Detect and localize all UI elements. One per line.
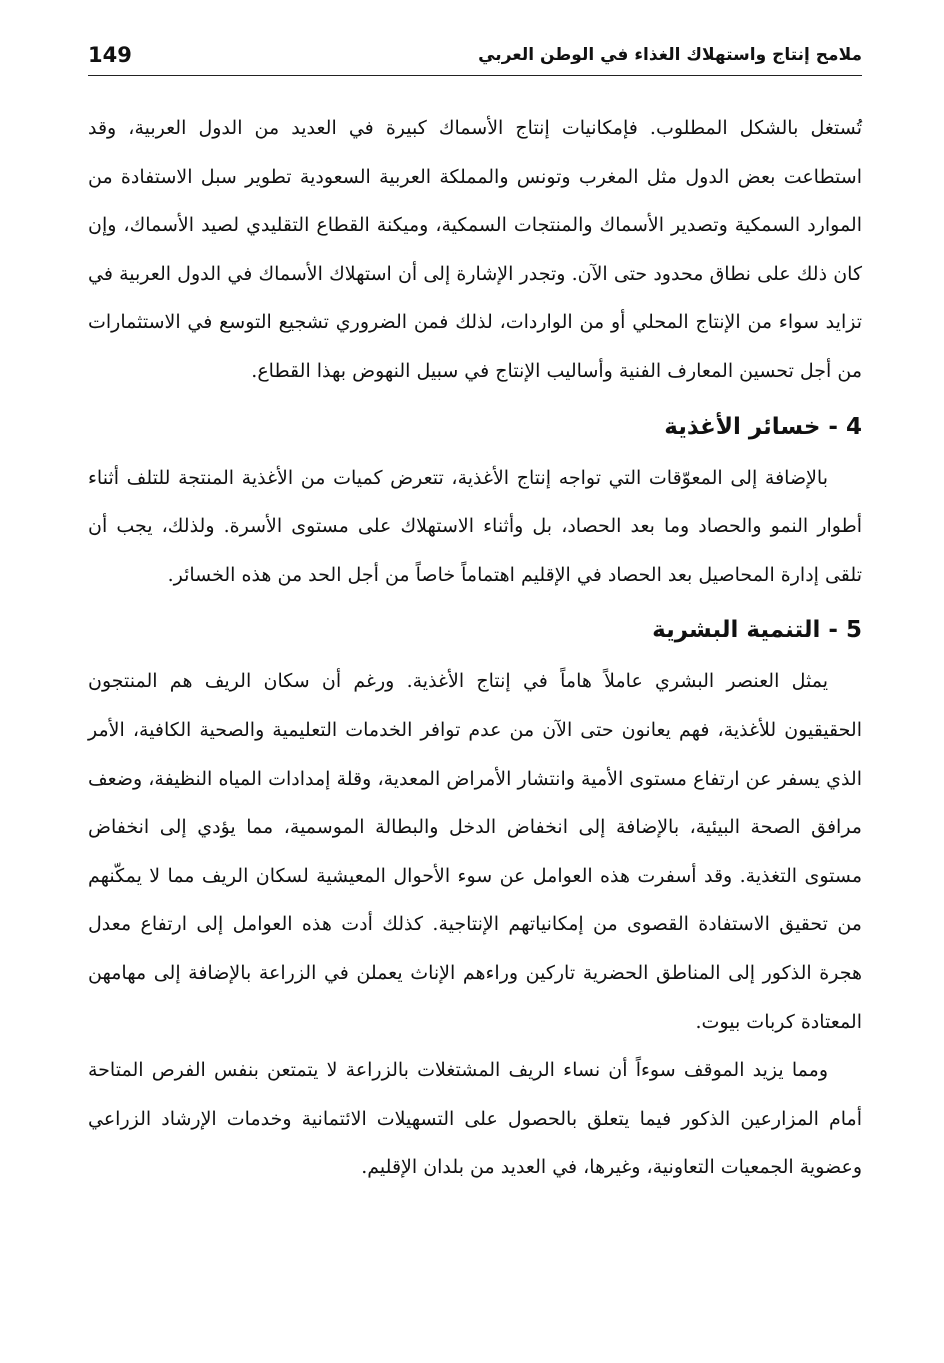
page-number: 149 (88, 43, 132, 67)
running-title: ملامح إنتاج واستهلاك الغذاء في الوطن العربي (478, 45, 862, 65)
section-5-paragraph-2: ومما يزيد الموقف سوءاً أن نساء الريف المشتغلات بالزراعة لا يتمتعن بنفس الفرص المتاحة أمام المزارعين الذكور فيما يتعلق بالحصول على التسهيلات الائتمانية وخدمات الإرشاد الزراعي وعضوية الجمعيات التعاونية، وغيرها، في العديد من بلدان الإقليم. (88, 1059, 862, 1179)
intro-paragraph: تُستغل بالشكل المطلوب. فإمكانيات إنتاج الأسماك كبيرة في العديد من الدول العربية، وقد استطاعت بعض الدول مثل المغرب وتونس والمملكة العربية السعودية تطوير سبل الاستفادة من الموارد السمكية وتصدير الأسماك والمنتجات السمكية، وميكنة القطاع التقليدي لصيد الأسماك، وإن كان ذلك على نطاق محدود حتى الآن. وتجدر الإشارة إلى أن استهلاك الأسماك في الدول العربية في تزايد سواء من الإنتاج المحلي أو من الواردات، لذلك فمن الضروري تشجيع التوسع في الاستثمارات من أجل تحسين المعارف الفنية وأساليب الإنتاج في سبيل النهوض بهذا القطاع. (88, 117, 862, 382)
page-body (88, 104, 862, 1192)
section-4-paragraph: بالإضافة إلى المعوّقات التي تواجه إنتاج الأغذية، تتعرض كميات من الأغذية المنتجة للتلف أثناء أطوار النمو والحصاد وما بعد الحصاد، بل وأثناء الاستهلاك على مستوى الأسرة. ولذلك، يجب أن تلقى إدارة المحاصيل بعد الحصاد في الإقليم اهتماماً خاصاً من أجل الحد من هذه الخسائر. (88, 466, 862, 586)
header-rule (88, 75, 862, 76)
section-5-heading: 5 - التنمية البشرية (652, 617, 862, 644)
section-5-paragraph-1: يمثل العنصر البشري عاملاً هاماً في إنتاج الأغذية. ورغم أن سكان الريف هم المنتجون الحقيقيون للأغذية، فهم يعانون حتى الآن من عدم توافر الخدمات التعليمية والصحية الكافية، الأمر الذي يسفر عن ارتفاع مستوى الأمية وانتشار الأمراض المعدية، وقلة إمدادات المياه النظيفة، وضعف مرافق الصحة البيئية، بالإضافة إلى انخفاض الدخل والبطالة الموسمية، مما يؤدي إلى انخفاض مستوى التغذية. وقد أسفرت هذه العوامل عن سوء الأحوال المعيشية لسكان الريف مما لا يمكّنهم من تحقيق الاستفادة القصوى من إمكانياتهم الإنتاجية. كذلك أدت هذه العوامل إلى ارتفاع معدل هجرة الذكور إلى المناطق الحضرية تاركين وراءهم الإناث يعملن في الزراعة بالإضافة إلى مهامهن المعتادة كربات بيوت. (88, 670, 862, 1033)
running-header (88, 38, 862, 72)
section-4-heading: 4 - خسائر الأغذية (664, 413, 862, 440)
